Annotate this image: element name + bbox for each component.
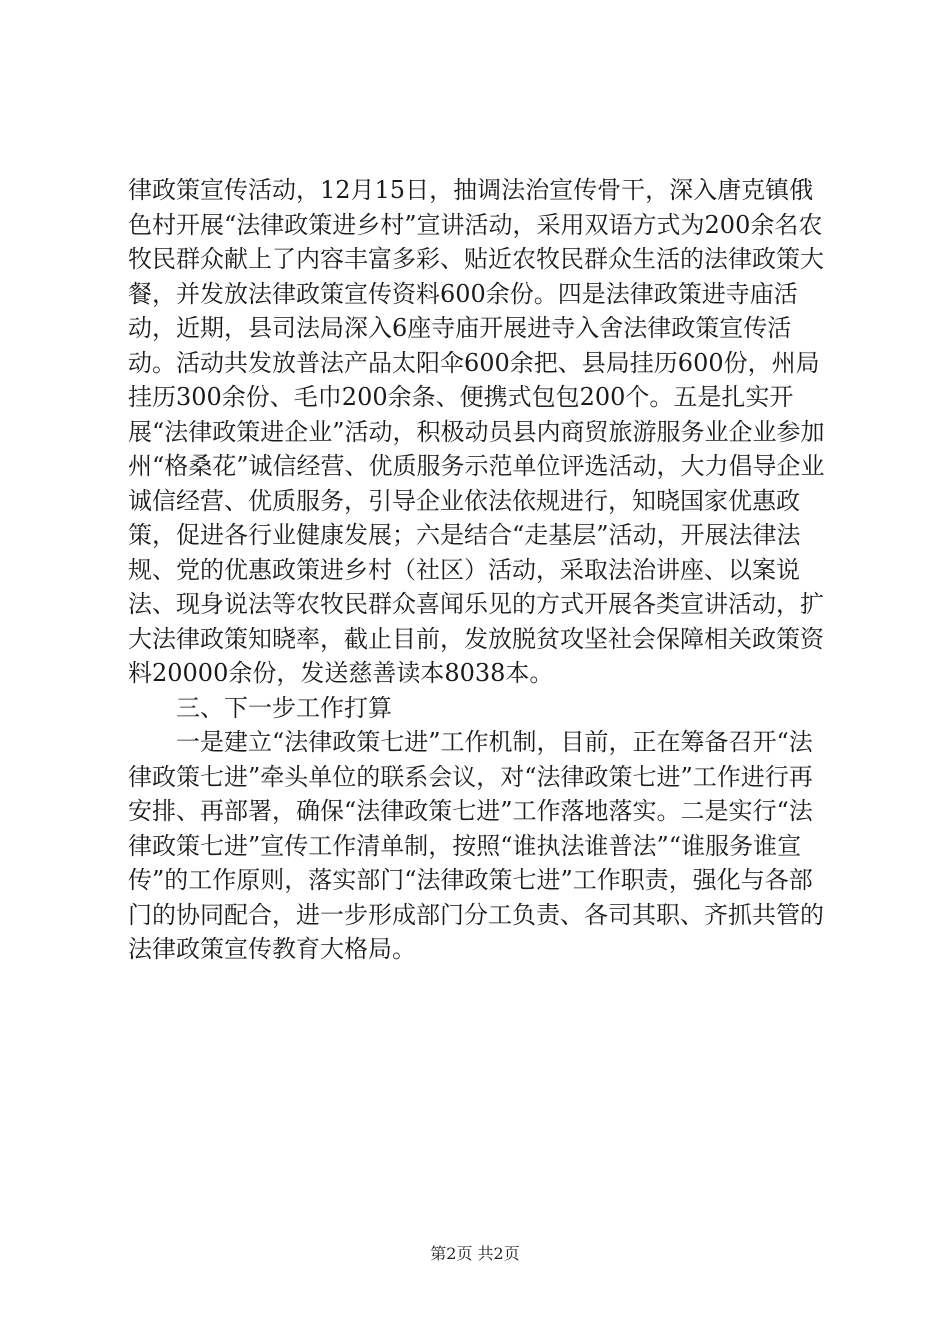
paragraph-next-steps: 一是建立“法律政策七进”工作机制，目前，正在筹备召开“法律政策七进”牵头单位的联系会议，对“法律政策七进”工作进行再安排、再部署，确保“法律政策七进”工作落地落实。二是实行“法律政策七进”宣传工作清单制，按照“谁执法谁普法”“谁服务谁宣传”的工作原则，落实部门“法律政策七进”工作职责，强化与各部门的协同配合，进一步形成部门分工负责、各司其职、齐抓共管的法律政策宣传教育大格局。 (128, 728, 824, 963)
paragraph-activities: 律政策宣传活动，12月15日，抽调法治宣传骨干，深入唐克镇俄色村开展“法律政策进乡村”宣讲活动，采用双语方式为200余名农牧民群众献上了内容丰富多彩、贴近农牧民群众生活的法律政策大餐，并发放法律政策宣传资料600余份。四是法律政策进寺庙活动，近期，县司法局深入6座寺庙开展进寺入舍法律政策宣传活动。活动共发放普法产品太阳伞600余把、县局挂历600份，州局挂历300余份、毛巾200余条、便携式包包200个。五是扎实开展“法律政策进企业”活动，积极动员县内商贸旅游服务业企业参加州“格桑花”诚信经营、优质服务示范单位评选活动，大力倡导企业诚信经营、优质服务，引导企业依法依规进行，知晓国家优惠政策，促进各行业健康发展；六是结合“走基层”活动，开展法律法规、党的优惠政策进乡村（社区）活动，采取法治讲座、以案说法、现身说法等农牧民群众喜闻乐见的方式开展各类宣讲活动，扩大法律政策知晓率，截止目前，发放脱贫攻坚社会保障相关政策资料20000余份，发送慈善读本8038本。 (128, 176, 825, 687)
page-footer: 第2页 共2页 (430, 1244, 520, 1263)
document-body (128, 173, 828, 967)
section-heading-next-steps: 三、下一步工作打算 (176, 693, 392, 722)
